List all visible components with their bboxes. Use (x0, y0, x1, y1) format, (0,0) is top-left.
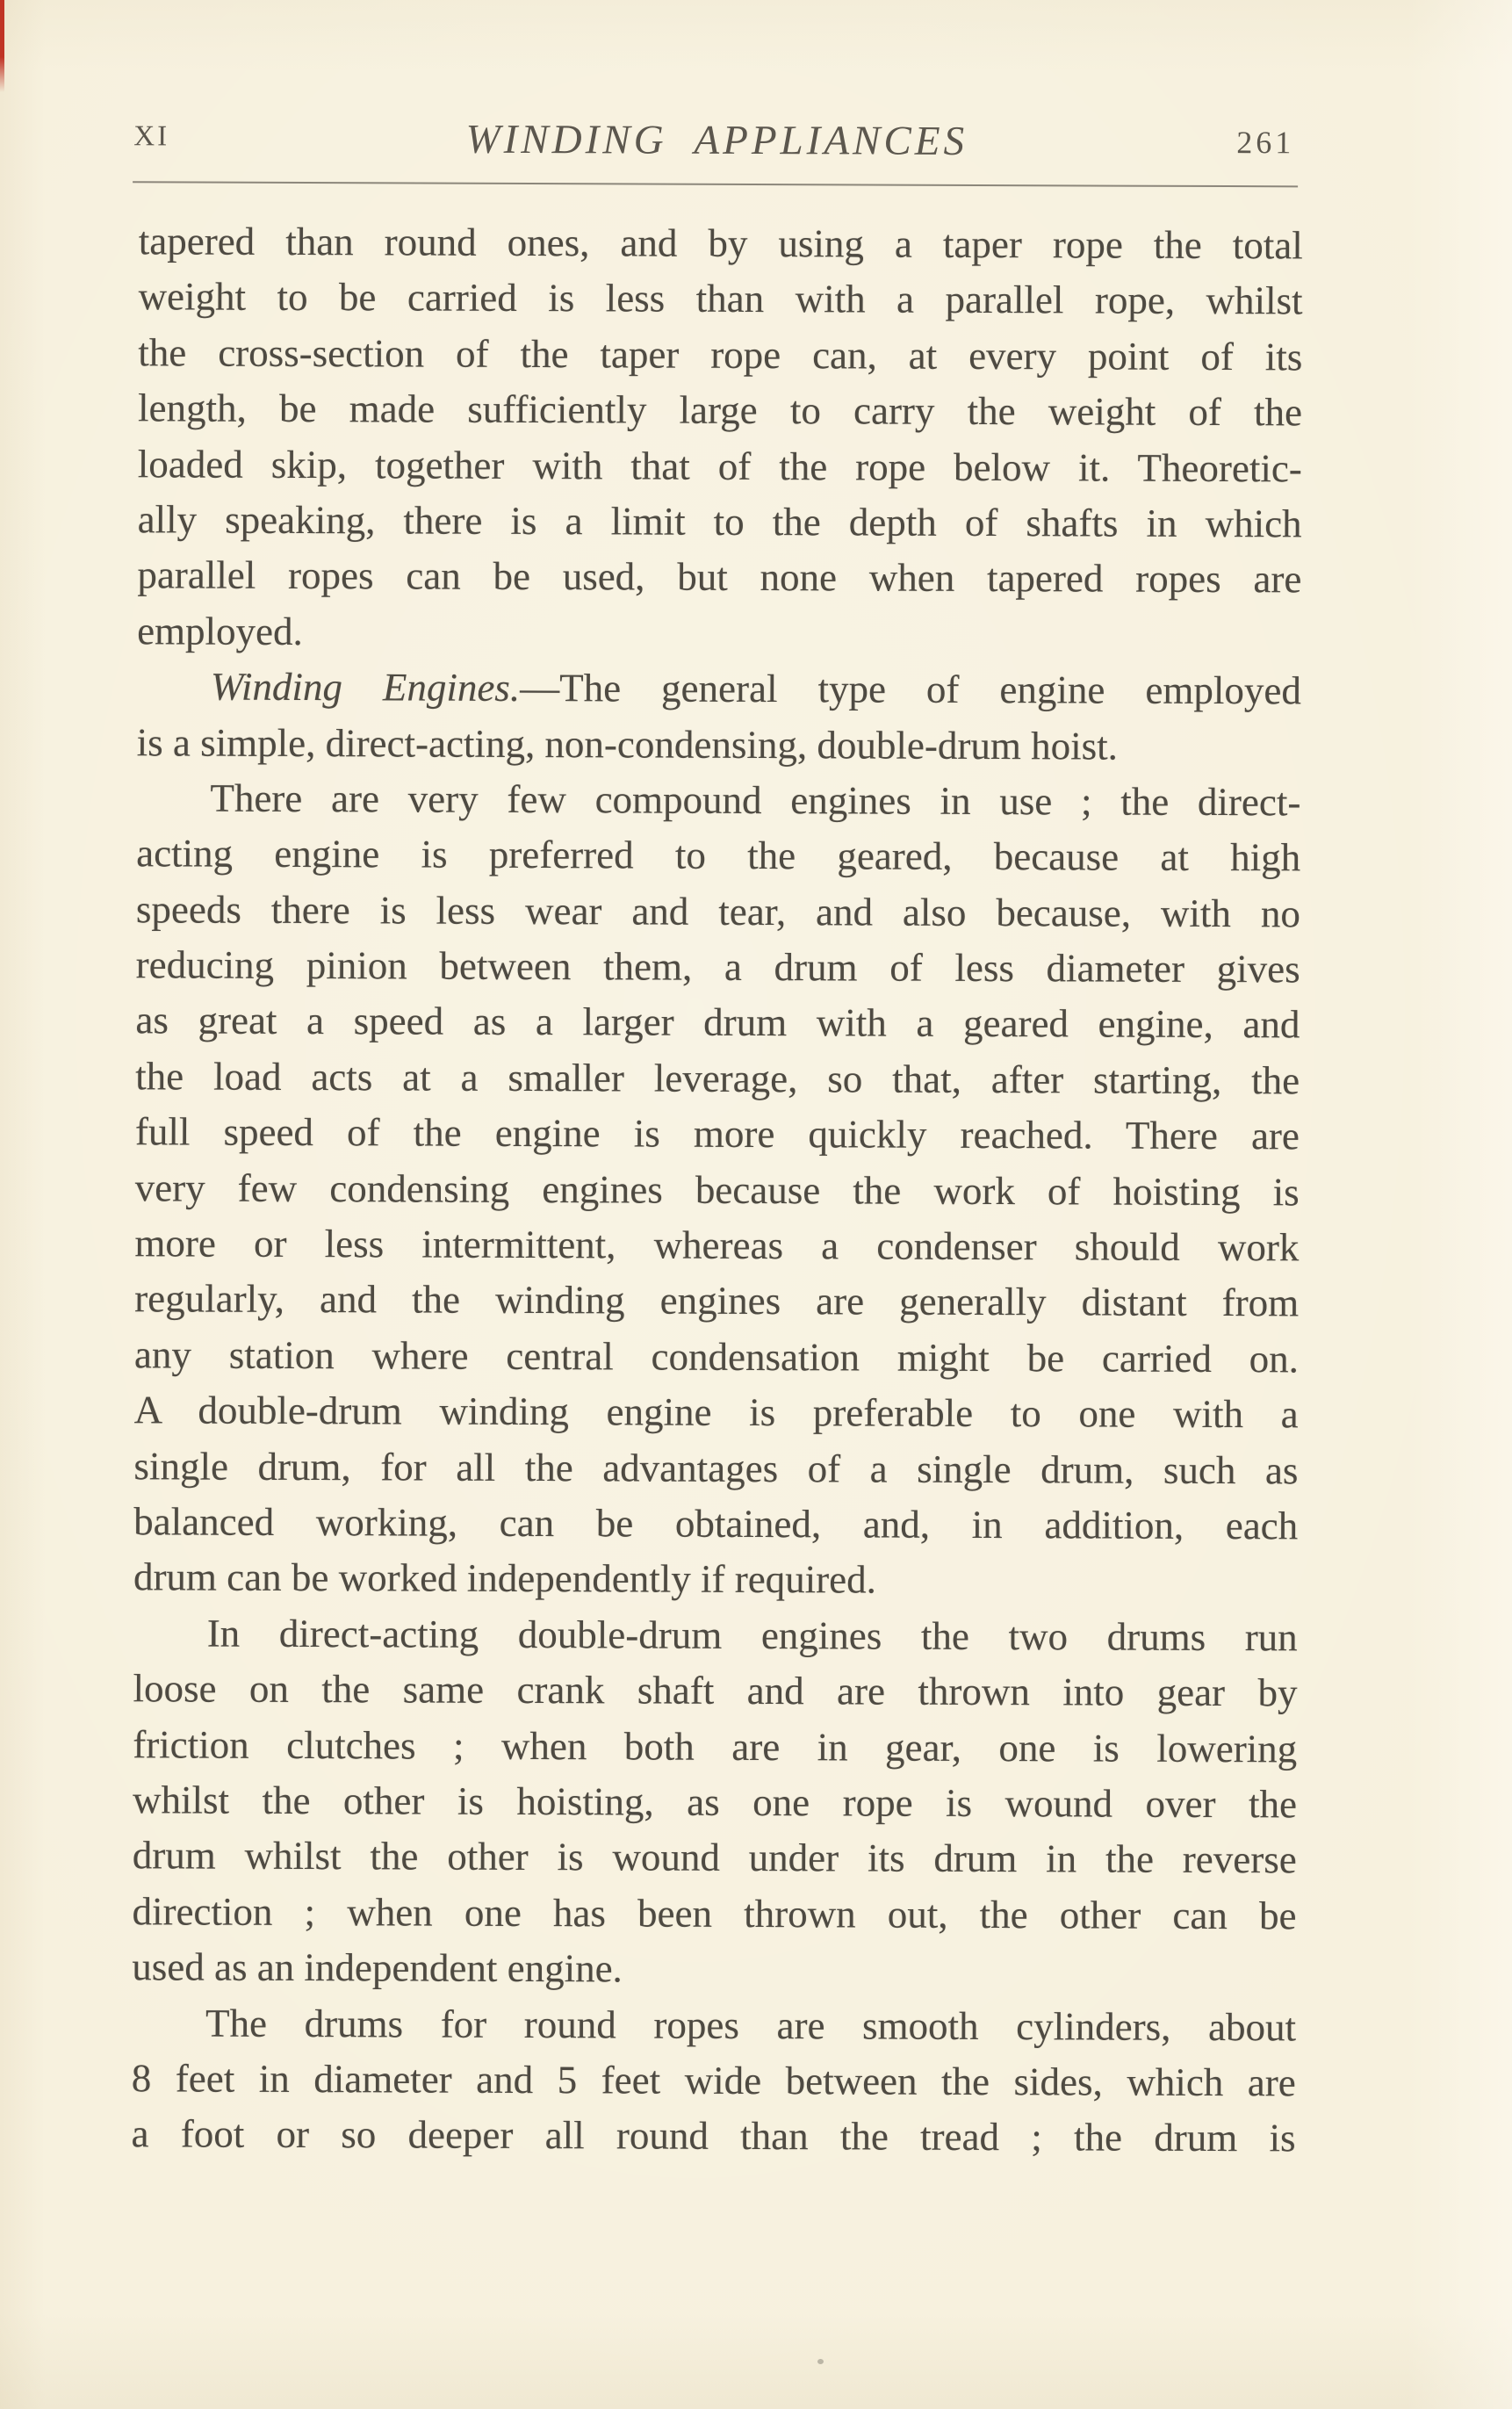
text-line: regularly, and the winding engines are generally distant from (134, 1276, 1300, 1325)
text-line: as great a speed as a larger drum with a geared engine, and (135, 998, 1300, 1047)
text-line: parallel ropes can be used, but none when tapered ropes are (137, 552, 1302, 602)
text-line: A double-drum winding engine is preferable to one with a (133, 1388, 1299, 1437)
text-line: very few condensing engines because the work of hoisting is (134, 1165, 1300, 1215)
text-line: the load acts at a smaller leverage, so that, after starting, the (135, 1054, 1300, 1103)
text-line: length, be made sufficiently large to carry the weight of the (138, 386, 1303, 435)
text-line: reducing pinion between them, a drum of less diameter gives (135, 942, 1300, 992)
text-line: drum can be worked independently if required. (133, 1554, 877, 1602)
page-number: 261 (1236, 125, 1295, 161)
chapter-number: XI (133, 120, 170, 153)
italic-lead: Winding Engines. (210, 664, 521, 710)
text-line: weight to be carried is less than with a parallel rope, whilst (138, 274, 1303, 323)
text-line: There are very few compound engines in use ; the direct- (210, 775, 1301, 825)
text-line: speeds there is less wear and tear, and also because, with no (135, 886, 1301, 936)
text-line: balanced working, can be obtained, and, in addition, each (133, 1499, 1299, 1548)
text-line: ally speaking, there is a limit to the depth of shafts in which (137, 497, 1302, 546)
text-line: any station where central condensation might be carried on. (133, 1332, 1300, 1381)
running-head-title: WINDING APPLIANCES (465, 116, 968, 164)
text-line: the cross-section of the taper rope can, at every point of its (138, 330, 1303, 379)
text-line: drum whilst the other is wound under its drum in the reverse (132, 1833, 1297, 1882)
header-rule-divider (133, 181, 1298, 187)
text-line: The drums for round ropes are smooth cylinders, about (205, 2001, 1297, 2049)
text-line: loaded skip, together with that of the rope below it. Theoretic- (137, 441, 1302, 490)
text-line: In direct-acting double-drum engines the two drums run (206, 1611, 1298, 1660)
text-line: friction clutches ; when both are in gear, one is lowering (133, 1721, 1298, 1771)
text-line: single drum, for all the advantages of a single drum, such as (133, 1443, 1299, 1492)
text-line: 8 feet in diameter and 5 feet wide between the sides, which are (131, 2056, 1296, 2105)
text-line: Winding Engines.—The general type of engine employed (210, 664, 1301, 713)
text-line: a foot or so deeper all round than the tread ; the drum is (131, 2111, 1296, 2160)
body-text-block (131, 213, 1303, 2167)
scan-speck (817, 2359, 824, 2364)
text-line: tapered than round ones, and by using a taper rope the total (138, 219, 1303, 268)
text-line: more or less intermittent, whereas a condenser should work (134, 1221, 1300, 1270)
text-line: is a simple, direct-acting, non-condensing, double-drum hoist. (136, 719, 1119, 768)
text-line: whilst the other is hoisting, as one rope is wound over the (132, 1778, 1298, 1827)
text-line: employed. (137, 609, 303, 653)
text-line: acting engine is preferred to the geared, because at high (136, 831, 1301, 880)
text-line: used as an independent engine. (132, 1944, 623, 1991)
text-line: loose on the same crank shaft and are thrown into gear by (133, 1666, 1298, 1715)
text-line: direction ; when one has been thrown out, the other can be (132, 1889, 1297, 1938)
text-line: full speed of the engine is more quickly reached. There are (134, 1109, 1300, 1158)
